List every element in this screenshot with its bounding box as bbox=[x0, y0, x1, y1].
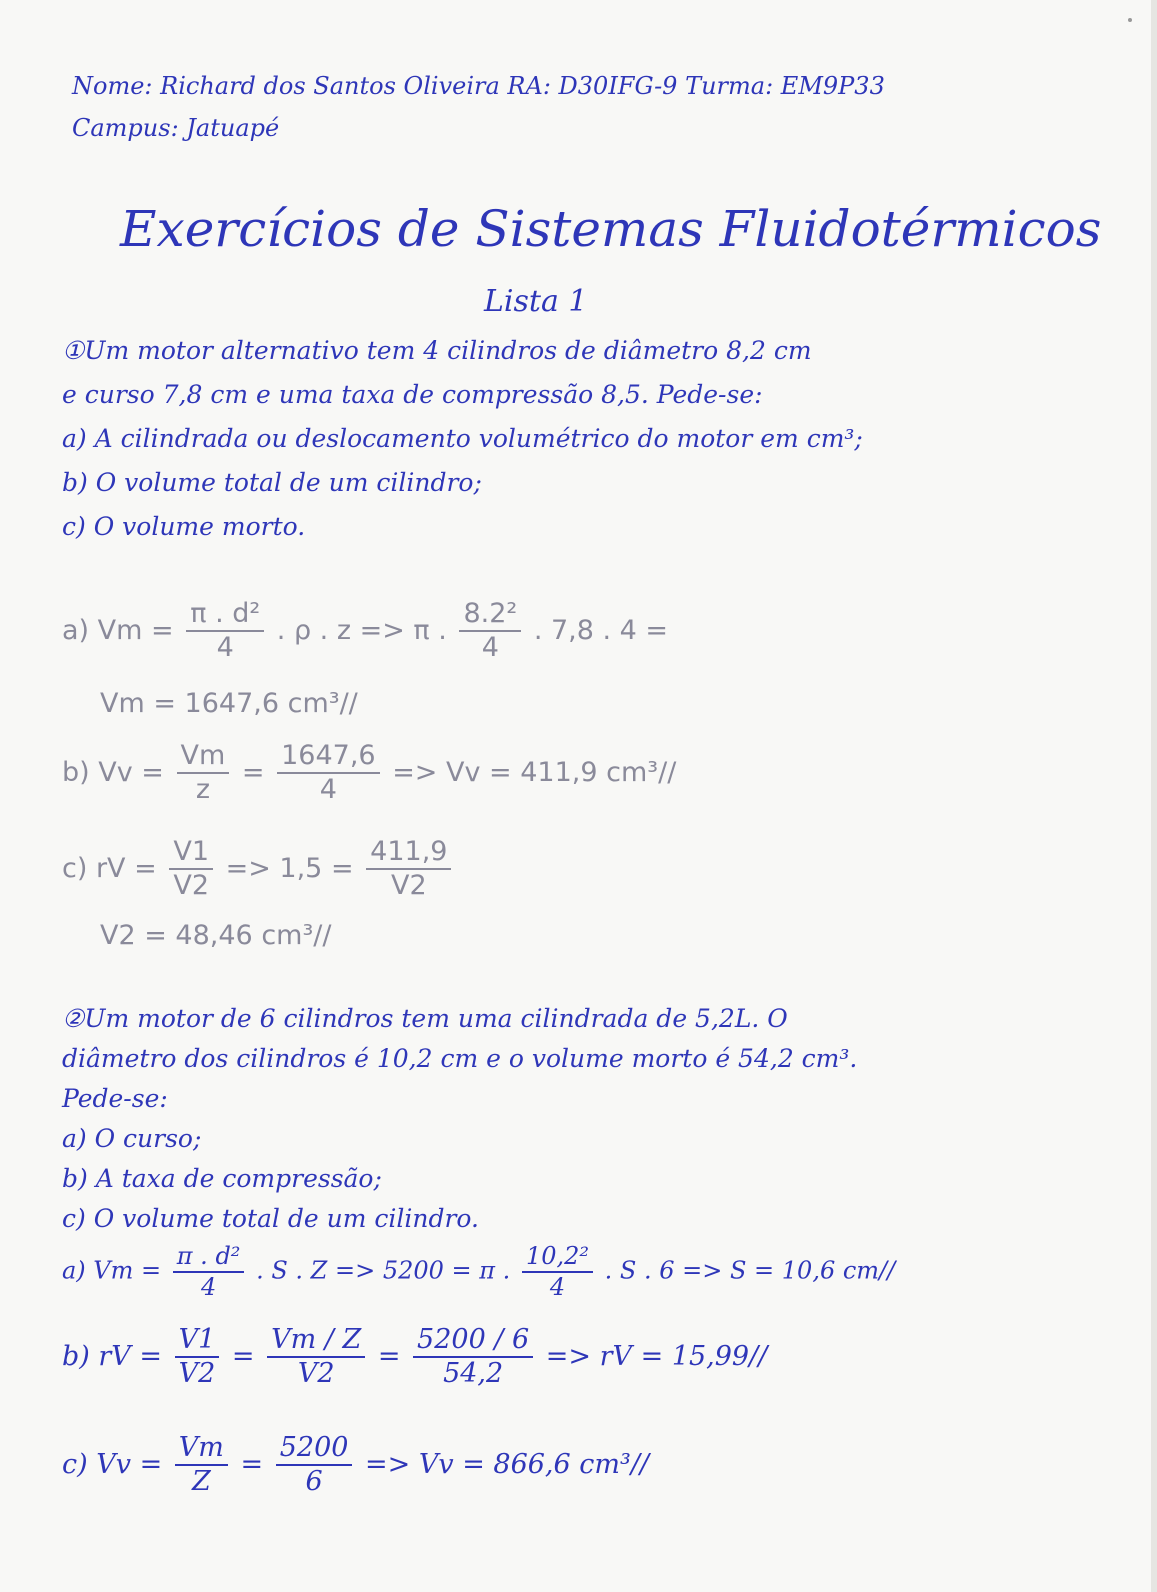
student-info-line: Nome: Richard dos Santos Oliveira RA: D30IFG-9 Turma: EM9P33 bbox=[72, 72, 885, 100]
q2-statement-line: a) O curso; bbox=[62, 1124, 202, 1153]
q1-b-equation: b) Vv = $\frac{Vm}{z}$ = $\frac{1647,6}{4}$ => Vv = 411,9 cm³// bbox=[62, 740, 677, 806]
fraction: $\frac{\text{π . d²}}{4}$ bbox=[186, 598, 264, 665]
fraction: $\frac{\text{10,2²}}{4}$ bbox=[522, 1242, 593, 1302]
q1-statement-line: b) O volume total de um cilindro; bbox=[62, 468, 482, 497]
fraction: $\frac{5200 / 6}{54,2}$ bbox=[413, 1324, 533, 1391]
fraction: $\frac{411,9}{V2}$ bbox=[366, 836, 451, 903]
page-edge bbox=[1151, 0, 1157, 1592]
q1-statement-line: c) O volume morto. bbox=[62, 512, 306, 541]
q1-c-result: V2 = 48,46 cm³// bbox=[100, 920, 332, 951]
q2-c-equation: c) Vv = $\frac{Vm}{Z}$ = $\frac{5200}{6}$ => Vv = 866,6 cm³// bbox=[62, 1432, 650, 1498]
q1-statement-line: e curso 7,8 cm e uma taxa de compressão 8,5. Pede-se: bbox=[62, 380, 763, 409]
paper-mark bbox=[1128, 18, 1132, 22]
fraction: $\frac{\text{8.2²}}{4}$ bbox=[459, 598, 521, 665]
fraction: $\frac{5200}{6}$ bbox=[276, 1432, 353, 1499]
fraction: $\frac{Vm / Z}{V2}$ bbox=[267, 1324, 365, 1391]
q2-statement-line: diâmetro dos cilindros é 10,2 cm e o volume morto é 54,2 cm³. bbox=[62, 1044, 858, 1073]
fraction: $\frac{\text{π . d²}}{4}$ bbox=[173, 1242, 245, 1302]
q2-a-equation: a) Vm = $\frac{\text{π . d²}}{4}$ . S . Z => 5200 = π . $\frac{\text{10,2²}}{4}$ . S . 6 => S = 10,6 cm// bbox=[62, 1242, 896, 1301]
fraction: $\frac{1647,6}{4}$ bbox=[277, 740, 379, 807]
fraction: $\frac{V1}{V2}$ bbox=[169, 836, 213, 903]
campus-line: Campus: Jatuapé bbox=[72, 114, 280, 142]
q2-statement-line: ②Um motor de 6 cilindros tem uma cilindrada de 5,2L. O bbox=[62, 1004, 788, 1033]
q2-statement-line: b) A taxa de compressão; bbox=[62, 1164, 382, 1193]
fraction: $\frac{Vm}{z}$ bbox=[177, 740, 230, 807]
fraction: $\frac{Vm}{Z}$ bbox=[175, 1432, 228, 1499]
page-subtitle: Lista 1 bbox=[484, 284, 588, 319]
q1-statement-line: a) A cilindrada ou deslocamento volumétrico do motor em cm³; bbox=[62, 424, 863, 453]
q1-statement-line: ①Um motor alternativo tem 4 cilindros de diâmetro 8,2 cm bbox=[62, 336, 812, 365]
q2-b-equation: b) rV = $\frac{V1}{V2}$ = $\frac{Vm / Z}{V2}$ = $\frac{5200 / 6}{54,2}$ => rV = 15,99// bbox=[62, 1324, 768, 1390]
fraction: $\frac{V1}{V2}$ bbox=[175, 1324, 220, 1391]
page-title: Exercícios de Sistemas Fluidotérmicos bbox=[120, 200, 1102, 258]
q1-a-equation: a) Vm = $\frac{\text{π . d²}}{4}$ . ρ . z => π . $\frac{\text{8.2²}}{4}$ . 7,8 . 4 = bbox=[62, 598, 669, 664]
q1-c-equation: c) rV = $\frac{V1}{V2}$ => 1,5 = $\frac{411,9}{V2}$ bbox=[62, 836, 455, 903]
q1-a-result: Vm = 1647,6 cm³// bbox=[100, 688, 358, 719]
q2-statement-line: c) O volume total de um cilindro. bbox=[62, 1204, 479, 1233]
q2-statement-line: Pede-se: bbox=[62, 1084, 168, 1113]
